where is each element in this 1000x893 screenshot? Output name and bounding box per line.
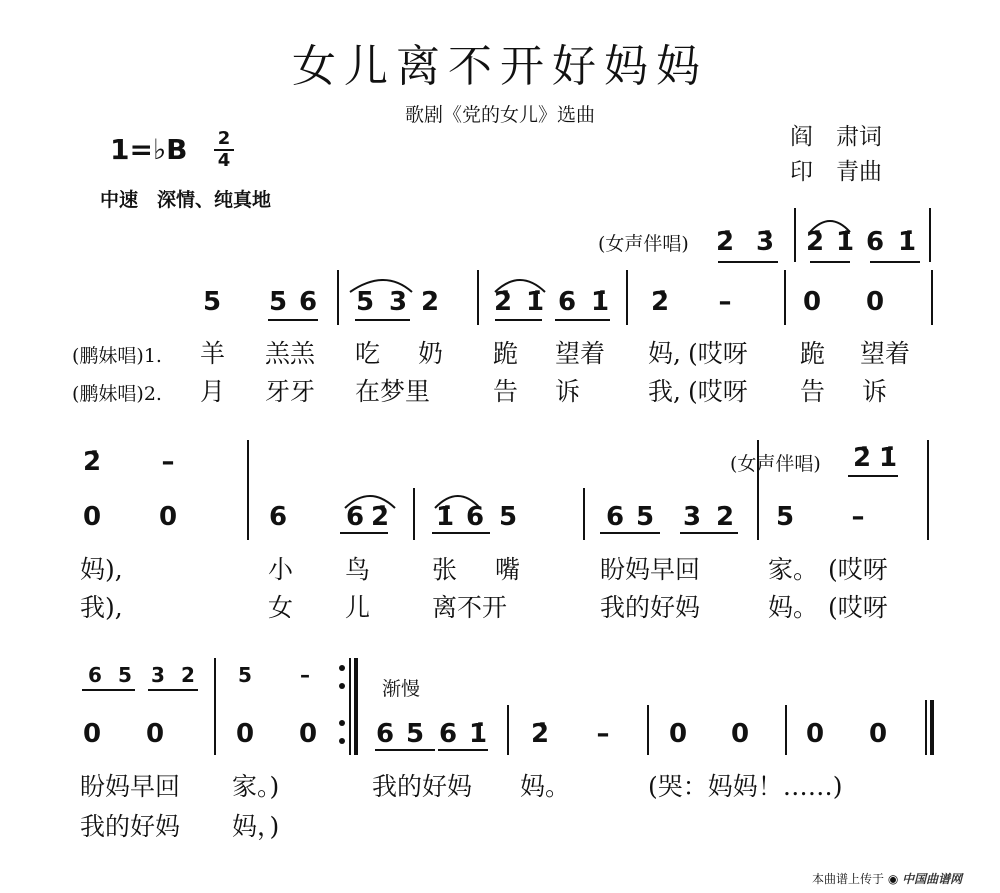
r1-note-11: 2̇ — [650, 287, 670, 317]
r1-note-5: 3 — [388, 287, 408, 317]
meter-bottom: 4 — [217, 150, 231, 171]
r3-note-7: 6 — [438, 719, 458, 749]
r2-note-4: 6 — [345, 502, 365, 532]
r1-note-12: – — [718, 287, 732, 317]
v1-r1-lyric-1: 羊 — [200, 339, 226, 368]
v2-r1-lyric-2: 牙牙 — [265, 377, 316, 406]
v2-r1-lyric-9: 诉 — [862, 377, 888, 406]
v2-r2-lyric-6: 妈。 — [768, 593, 819, 622]
song-title: 女儿离不开好妈妈 — [292, 41, 708, 92]
v1-r1-lyric-8: (哎呀 — [688, 339, 748, 368]
r1-note-8: 1̇ — [525, 287, 545, 317]
r3-note-13: 0 — [805, 719, 825, 749]
r1-note-6: 2 — [420, 287, 440, 317]
v1-r1-lyric-5: 跪 — [493, 339, 519, 368]
r1-note-1: 5 — [202, 287, 222, 317]
r3-acc-note-1: 6 — [88, 663, 102, 687]
verse1-label: (鹏妹唱)1. — [72, 345, 162, 367]
r1-note-4: 5 — [355, 287, 375, 317]
v1-r3-lyric-4: 妈。 — [520, 772, 571, 801]
r3-acc-note-2: 5 — [118, 663, 132, 687]
r2-acc-note-1: 2̇ — [82, 447, 102, 477]
v2-r1-lyric-5: 诉 — [555, 377, 581, 406]
r3-note-10: – — [596, 719, 610, 749]
v2-r2-lyric-3: 儿 — [345, 593, 371, 622]
v2-r1-lyric-6: 我, — [648, 377, 681, 406]
r3-note-6: 5 — [405, 719, 425, 749]
v2-r1-lyric-1: 月 — [200, 377, 226, 406]
v1-r1-lyric-7: 妈, — [648, 339, 681, 368]
v1-r3-lyric-5: (哭：妈妈！……) — [648, 772, 843, 801]
v2-r3-lyric-1: 我的好妈 — [80, 812, 181, 841]
r2-note-5: 2̇ — [370, 502, 390, 532]
v1-r2-lyric-8: (哎呀 — [828, 555, 888, 584]
r2-note-10: 5 — [635, 502, 655, 532]
v2-r2-lyric-5: 我的好妈 — [600, 593, 701, 622]
v1-r2-lyric-4: 张 — [432, 555, 458, 584]
v2-r1-lyric-3: 在梦里 — [355, 377, 431, 406]
meter-top: 2 — [217, 128, 231, 149]
female-chorus-label-2: (女声伴唱) — [730, 453, 821, 475]
female-chorus-label-1: (女声伴唱) — [598, 233, 689, 255]
v2-r2-lyric-2: 女 — [268, 593, 294, 622]
r2-note-7: 6 — [465, 502, 485, 532]
lyricist-credit: 阎 肃词 — [790, 124, 882, 150]
r1-note-13: 0 — [802, 287, 822, 317]
r1-acc-note-1: 2̇ — [715, 227, 735, 257]
r3-note-9: 2̇ — [530, 719, 550, 749]
r1-acc-note-5: 6 — [865, 227, 885, 257]
v2-r1-lyric-8: 告 — [800, 377, 826, 406]
r3-acc-note-3: 3 — [151, 663, 165, 687]
v1-r2-lyric-7: 家。 — [768, 555, 819, 584]
r2-note-13: 5 — [775, 502, 795, 532]
footer-prefix: 本曲谱上传于 — [812, 872, 885, 886]
r1-note-3: 6 — [298, 287, 318, 317]
verse2-label: (鹏妹唱)2. — [72, 383, 162, 405]
v1-r1-lyric-4: 奶 — [418, 339, 444, 368]
r2-note-12: 2 — [715, 502, 735, 532]
r2-note-3: 6 — [268, 502, 288, 532]
r3-acc-note-6: – — [300, 663, 310, 687]
r2-acc-note-2: – — [161, 447, 175, 477]
v1-r2-lyric-3: 鸟 — [345, 555, 371, 584]
r2-acc-note-3: 2̇ — [852, 443, 872, 473]
v1-r2-lyric-1: 妈), — [80, 555, 123, 584]
v1-r2-lyric-5: 嘴 — [495, 555, 521, 584]
v2-r2-lyric-7: (哎呀 — [828, 593, 888, 622]
v1-r3-lyric-2: 家。) — [232, 772, 280, 801]
v1-r3-lyric-3: 我的好妈 — [372, 772, 473, 801]
r3-note-3: 0 — [235, 719, 255, 749]
song-subtitle: 歌剧《党的女儿》选曲 — [404, 104, 595, 126]
v1-r1-lyric-10: 望着 — [860, 339, 911, 368]
repeat-dots — [339, 665, 345, 744]
site-logo-icon: ◉ — [887, 872, 899, 886]
tempo-marking: 中速 深情、纯真地 — [100, 189, 272, 211]
r2-note-14: – — [851, 502, 865, 532]
r1-acc-note-2: 3̇ — [755, 227, 775, 257]
v1-r1-lyric-2: 羔羔 — [265, 339, 316, 368]
r2-note-11: 3 — [682, 502, 702, 532]
footer-site-name[interactable]: 中国曲谱网 — [902, 872, 963, 886]
v2-r1-lyric-7: (哎呀 — [688, 377, 748, 406]
r3-note-1: 0 — [82, 719, 102, 749]
r2-note-8: 5 — [498, 502, 518, 532]
jianman-label: 渐慢 — [382, 678, 421, 700]
r3-note-2: 0 — [145, 719, 165, 749]
r2-note-1: 0 — [82, 502, 102, 532]
r1-note-7: 2̇ — [493, 287, 513, 317]
r2-note-6: 1̇ — [435, 502, 455, 532]
key-signature: 1=♭B — [110, 133, 188, 166]
r3-note-5: 6 — [375, 719, 395, 749]
r2-note-9: 6 — [605, 502, 625, 532]
v2-r3-lyric-2: 妈，) — [232, 812, 280, 841]
r3-acc-note-4: 2 — [181, 663, 195, 687]
r1-note-10: 1̇ — [590, 287, 610, 317]
r2-note-2: 0 — [158, 502, 178, 532]
v1-r2-lyric-2: 小 — [268, 555, 294, 584]
r3-note-12: 0 — [730, 719, 750, 749]
r3-note-4: 0 — [298, 719, 318, 749]
r1-note-14: 0 — [865, 287, 885, 317]
r1-note-9: 6 — [557, 287, 577, 317]
v2-r2-lyric-1: 我), — [80, 593, 123, 622]
r1-acc-note-4: 1̇ — [835, 227, 855, 257]
v1-r1-lyric-3: 吃 — [355, 339, 381, 368]
r1-note-2: 5 — [268, 287, 288, 317]
r1-acc-note-3: 2̇ — [805, 227, 825, 257]
v2-r2-lyric-4: 离不开 — [432, 593, 508, 622]
composer-credit: 印 青曲 — [790, 159, 882, 185]
r3-note-8: 1̇ — [468, 719, 488, 749]
v1-r1-lyric-6: 望着 — [555, 339, 606, 368]
footer-watermark — [812, 870, 962, 887]
v2-r1-lyric-4: 告 — [493, 377, 519, 406]
r2-acc-note-4: 1̇ — [878, 443, 898, 473]
r3-acc-note-5: 5 — [238, 663, 252, 687]
v1-r1-lyric-9: 跪 — [800, 339, 826, 368]
v1-r3-lyric-1: 盼妈早回 — [80, 772, 181, 801]
r1-acc-note-6: 1̇ — [897, 227, 917, 257]
v1-r2-lyric-6: 盼妈早回 — [600, 555, 701, 584]
r3-note-14: 0 — [868, 719, 888, 749]
r3-note-11: 0 — [668, 719, 688, 749]
